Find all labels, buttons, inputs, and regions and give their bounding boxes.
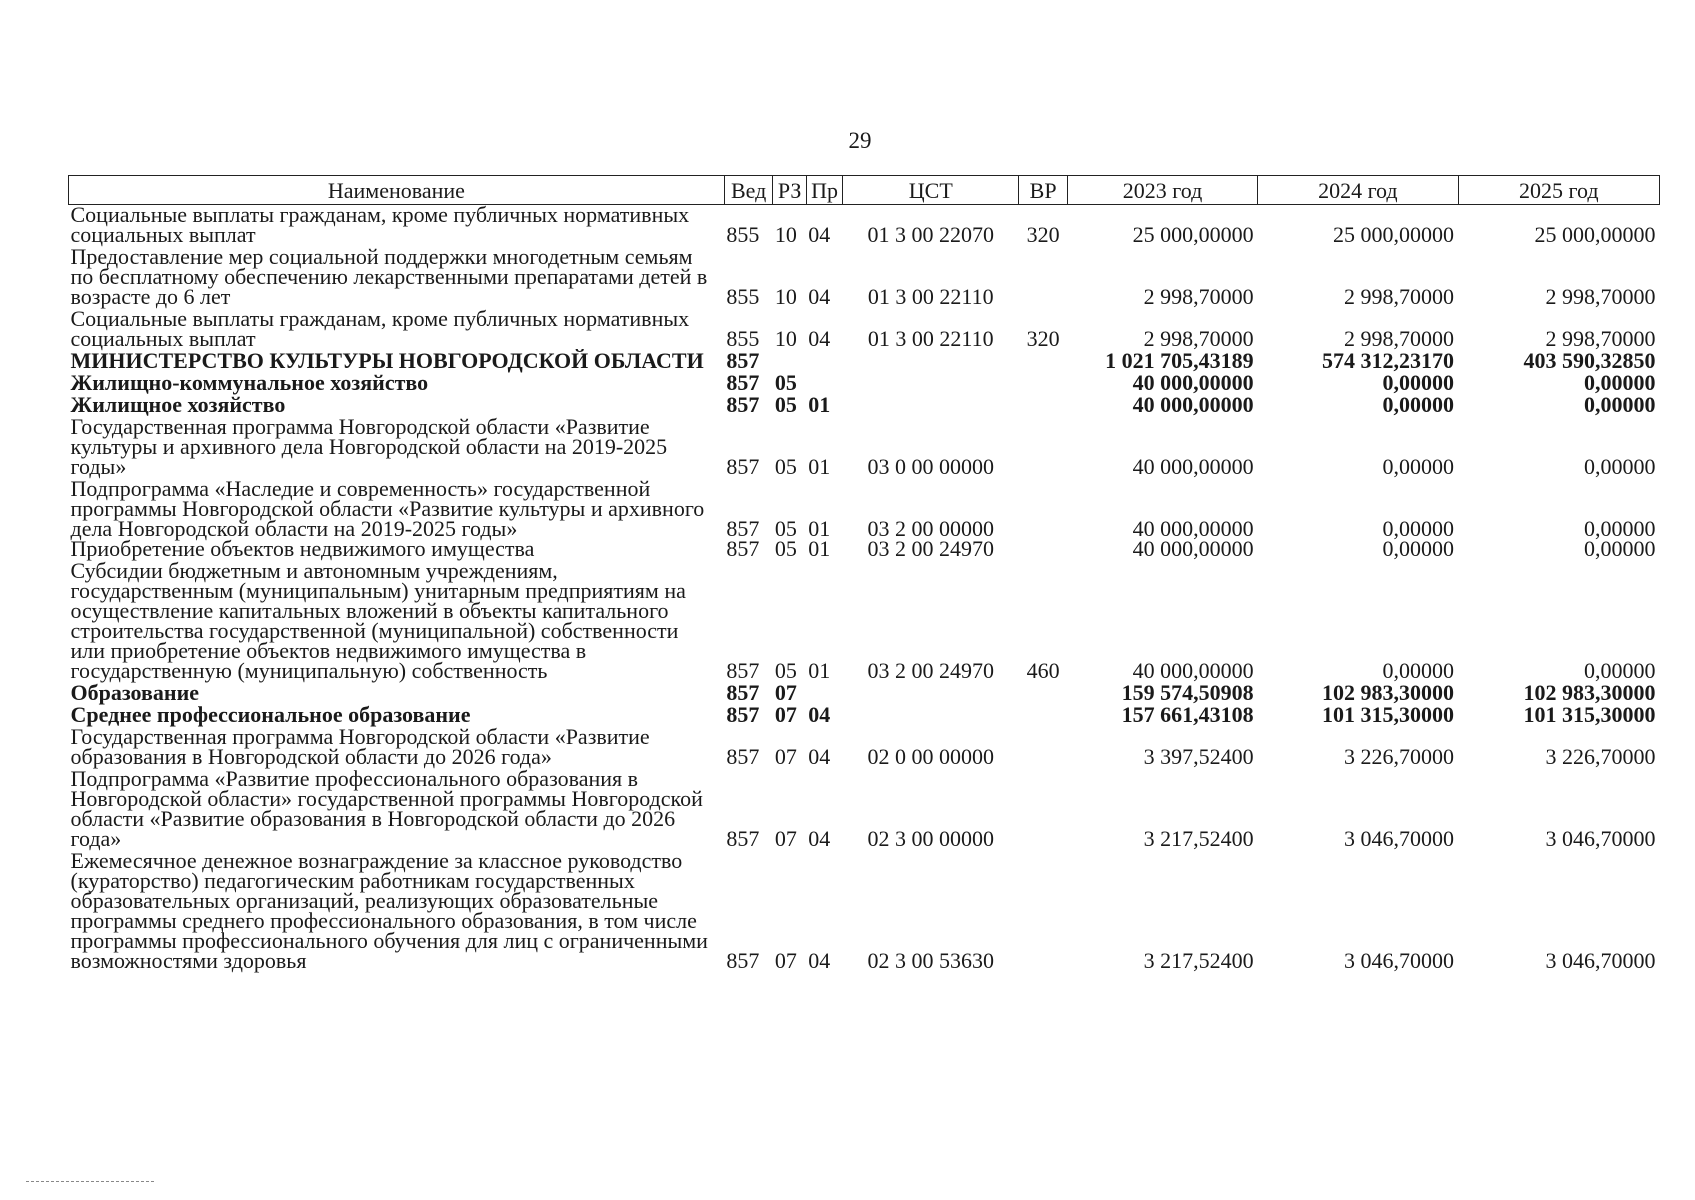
row-pr: 04 <box>808 702 831 727</box>
header-rz: РЗ <box>773 176 806 205</box>
row-ved: 855 <box>726 222 760 247</box>
row-pr: 04 <box>808 826 831 851</box>
row-2023: 40 000,00000 <box>1132 536 1254 561</box>
row-2023: 2 998,70000 <box>1143 326 1254 351</box>
row-rz: 07 <box>774 826 797 851</box>
row-2024: 574 312,23170 <box>1322 348 1455 373</box>
row-vr <box>1019 767 1068 849</box>
row-ved: 857 <box>726 658 760 683</box>
row-2023: 157 661,43108 <box>1121 702 1254 727</box>
header-pr: Пр <box>806 176 842 205</box>
row-rz: 10 <box>774 284 797 309</box>
row-pr: 01 <box>808 516 831 541</box>
row-cst <box>843 393 1019 415</box>
row-vr: 320 <box>1026 222 1060 247</box>
row-2025: 101 315,30000 <box>1523 702 1656 727</box>
row-pr <box>806 371 842 393</box>
table-row <box>69 849 1660 971</box>
row-2023: 40 000,00000 <box>1132 454 1254 479</box>
row-name: Жилищно-коммунальное хозяйство <box>70 370 429 395</box>
row-2025: 2 998,70000 <box>1545 284 1656 309</box>
header-cst: ЦСТ <box>843 176 1019 205</box>
row-2024: 3 226,70000 <box>1344 744 1455 769</box>
row-2024: 0,00000 <box>1382 536 1455 561</box>
row-vr <box>1019 849 1068 971</box>
row-2023: 1 021 705,43189 <box>1105 348 1254 373</box>
row-2023: 25 000,00000 <box>1132 222 1254 247</box>
row-ved: 857 <box>726 948 760 973</box>
row-2024: 2 998,70000 <box>1344 326 1455 351</box>
page-number: 29 <box>848 128 872 153</box>
row-vr <box>1019 371 1068 393</box>
row-cst: 02 3 00 00000 <box>867 826 995 851</box>
row-2023: 3 217,52400 <box>1143 826 1254 851</box>
table-row <box>69 245 1660 307</box>
row-rz: 10 <box>774 222 797 247</box>
row-cst: 03 0 00 00000 <box>867 454 995 479</box>
row-pr <box>806 681 842 703</box>
row-cst: 01 3 00 22110 <box>867 326 994 351</box>
row-2025: 102 983,30000 <box>1523 680 1656 705</box>
row-2023: 40 000,00000 <box>1132 516 1254 541</box>
header-name: Наименование <box>69 176 725 205</box>
row-name: Среднее профессиональное образование <box>70 702 471 727</box>
table-row <box>69 703 1660 725</box>
row-2023: 40 000,00000 <box>1132 370 1254 395</box>
row-rz: 05 <box>774 536 797 561</box>
budget-table <box>68 175 1660 971</box>
row-2025: 3 046,70000 <box>1545 948 1656 973</box>
row-pr: 01 <box>808 454 831 479</box>
row-pr: 04 <box>808 222 831 247</box>
row-ved: 857 <box>726 348 760 373</box>
row-vr <box>1019 477 1068 539</box>
table-row <box>69 393 1660 415</box>
row-2025: 3 046,70000 <box>1545 826 1656 851</box>
row-name: Государственная программа Новгородской области «Развитие образования в Новгородской области до 2026 года» <box>70 724 650 769</box>
row-rz: 05 <box>774 370 797 395</box>
row-name: Социальные выплаты гражданам, кроме публичных нормативных социальных выплат <box>70 202 690 247</box>
row-2025: 0,00000 <box>1584 658 1656 683</box>
row-2025: 0,00000 <box>1584 392 1656 417</box>
row-cst: 01 3 00 22070 <box>867 222 995 247</box>
header-2023: 2023 год <box>1067 176 1257 205</box>
footer-rule <box>26 1181 154 1182</box>
table-row <box>69 559 1660 681</box>
row-rz: 10 <box>774 326 797 351</box>
row-2023: 40 000,00000 <box>1132 392 1254 417</box>
table-row <box>69 349 1660 371</box>
table-row <box>69 681 1660 703</box>
row-ved: 857 <box>726 744 760 769</box>
table-row <box>69 477 1660 539</box>
row-vr <box>1019 415 1068 477</box>
row-vr <box>1019 703 1068 725</box>
row-vr <box>1019 349 1068 371</box>
row-2023: 2 998,70000 <box>1143 284 1254 309</box>
row-pr: 01 <box>808 658 831 683</box>
row-name: Жилищное хозяйство <box>70 392 286 417</box>
row-rz: 07 <box>774 744 797 769</box>
row-rz: 07 <box>774 702 797 727</box>
row-pr <box>806 349 842 371</box>
row-ved: 857 <box>726 826 760 851</box>
row-rz: 07 <box>774 948 797 973</box>
row-vr <box>1019 725 1068 767</box>
row-2025: 0,00000 <box>1584 370 1656 395</box>
row-pr: 01 <box>808 536 831 561</box>
table-row <box>69 205 1660 246</box>
row-cst <box>843 371 1019 393</box>
row-2025: 2 998,70000 <box>1545 326 1656 351</box>
row-2025: 403 590,32850 <box>1523 348 1656 373</box>
row-2023: 3 217,52400 <box>1143 948 1254 973</box>
row-vr <box>1019 245 1068 307</box>
row-pr: 04 <box>808 948 831 973</box>
row-2024: 0,00000 <box>1382 516 1455 541</box>
row-rz: 05 <box>774 392 797 417</box>
row-ved: 857 <box>726 702 760 727</box>
row-2024: 3 046,70000 <box>1344 948 1455 973</box>
row-rz: 07 <box>774 680 797 705</box>
row-vr <box>1019 539 1068 559</box>
row-cst <box>843 349 1019 371</box>
table-row <box>69 725 1660 767</box>
row-pr: 04 <box>808 284 831 309</box>
row-2024: 2 998,70000 <box>1344 284 1455 309</box>
row-2023: 159 574,50908 <box>1121 680 1254 705</box>
row-cst: 03 2 00 24970 <box>867 536 995 561</box>
row-ved: 855 <box>726 326 760 351</box>
row-2025: 3 226,70000 <box>1545 744 1656 769</box>
table-row <box>69 539 1660 559</box>
row-ved: 855 <box>726 284 760 309</box>
row-name: Приобретение объектов недвижимого имущества <box>70 536 535 561</box>
row-cst <box>843 681 1019 703</box>
row-ved: 857 <box>726 536 760 561</box>
row-cst: 02 3 00 53630 <box>867 948 995 973</box>
header-2024: 2024 год <box>1258 176 1458 205</box>
row-ved: 857 <box>726 680 760 705</box>
row-name: Субсидии бюджетным и автономным учреждениям, государственным (муниципальным) унитарным предприятиям на осуществление капитальных вложений в объекты капитального строительства государственной (муниципальной) собственности или приобретение объектов недвижимого имущества в государственную (муниципальную) собственность <box>70 558 686 683</box>
row-2024: 3 046,70000 <box>1344 826 1455 851</box>
row-ved: 857 <box>726 454 760 479</box>
row-2023: 40 000,00000 <box>1132 658 1254 683</box>
row-name: Подпрограмма «Развитие профессионального образования в Новгородской области» государственной программы Новгородской области «Развитие образования в Новгородской области до 2026 года» <box>70 766 703 851</box>
row-2024: 101 315,30000 <box>1322 702 1455 727</box>
row-name: Подпрограмма «Наследие и современность» государственной программы Новгородской области «Развитие культуры и архивного дела Новгородской области на 2019-2025 годы» <box>70 476 705 541</box>
row-2025: 0,00000 <box>1584 454 1656 479</box>
row-2025: 0,00000 <box>1584 536 1656 561</box>
row-2024: 0,00000 <box>1382 658 1455 683</box>
row-2023: 3 397,52400 <box>1143 744 1254 769</box>
row-vr: 460 <box>1026 658 1060 683</box>
header-ved: Вед <box>724 176 773 205</box>
row-name: Государственная программа Новгородской области «Развитие культуры и архивного дела Новгородской области на 2019-2025 годы» <box>70 414 668 479</box>
row-vr <box>1019 681 1068 703</box>
row-cst: 03 2 00 24970 <box>867 658 995 683</box>
row-2024: 0,00000 <box>1382 392 1455 417</box>
table-row <box>69 767 1660 849</box>
row-2024: 102 983,30000 <box>1322 680 1455 705</box>
row-vr <box>1019 393 1068 415</box>
row-cst <box>843 703 1019 725</box>
header-2025: 2025 год <box>1458 176 1659 205</box>
row-name: МИНИСТЕРСТВО КУЛЬТУРЫ НОВГОРОДСКОЙ ОБЛАСТИ <box>70 348 704 373</box>
row-vr: 320 <box>1026 326 1060 351</box>
table-row <box>69 371 1660 393</box>
row-2024: 0,00000 <box>1382 370 1455 395</box>
table-row <box>69 307 1660 349</box>
row-2025: 25 000,00000 <box>1534 222 1656 247</box>
row-ved: 857 <box>726 392 760 417</box>
row-ved: 857 <box>726 516 760 541</box>
row-cst: 01 3 00 22110 <box>867 284 994 309</box>
row-pr: 04 <box>808 326 831 351</box>
row-pr: 01 <box>808 392 831 417</box>
row-2024: 25 000,00000 <box>1333 222 1455 247</box>
row-rz: 05 <box>774 658 797 683</box>
row-rz: 05 <box>774 516 797 541</box>
row-name: Предоставление мер социальной поддержки многодетным семьям по бесплатному обеспечению лекарственными препаратами детей в возрасте до 6 лет <box>70 244 708 309</box>
row-cst: 02 0 00 00000 <box>867 744 995 769</box>
row-2025: 0,00000 <box>1584 516 1656 541</box>
row-rz <box>773 349 806 371</box>
table-header-row <box>69 176 1660 205</box>
table-row <box>69 415 1660 477</box>
row-name: Ежемесячное денежное вознаграждение за классное руководство (кураторство) педагогическим работникам государственных образовательных организаций, реализующих образовательные программы среднего профессионального образования, в том числе программы профессионального обучения для лиц с ограниченными возможностями здоровья <box>70 848 708 973</box>
row-name: Социальные выплаты гражданам, кроме публичных нормативных социальных выплат <box>70 306 690 351</box>
row-ved: 857 <box>726 370 760 395</box>
row-2024: 0,00000 <box>1382 454 1455 479</box>
row-pr: 04 <box>808 744 831 769</box>
header-vr: ВР <box>1019 176 1068 205</box>
row-rz: 05 <box>774 454 797 479</box>
row-cst: 03 2 00 00000 <box>867 516 995 541</box>
row-name: Образование <box>70 680 200 705</box>
